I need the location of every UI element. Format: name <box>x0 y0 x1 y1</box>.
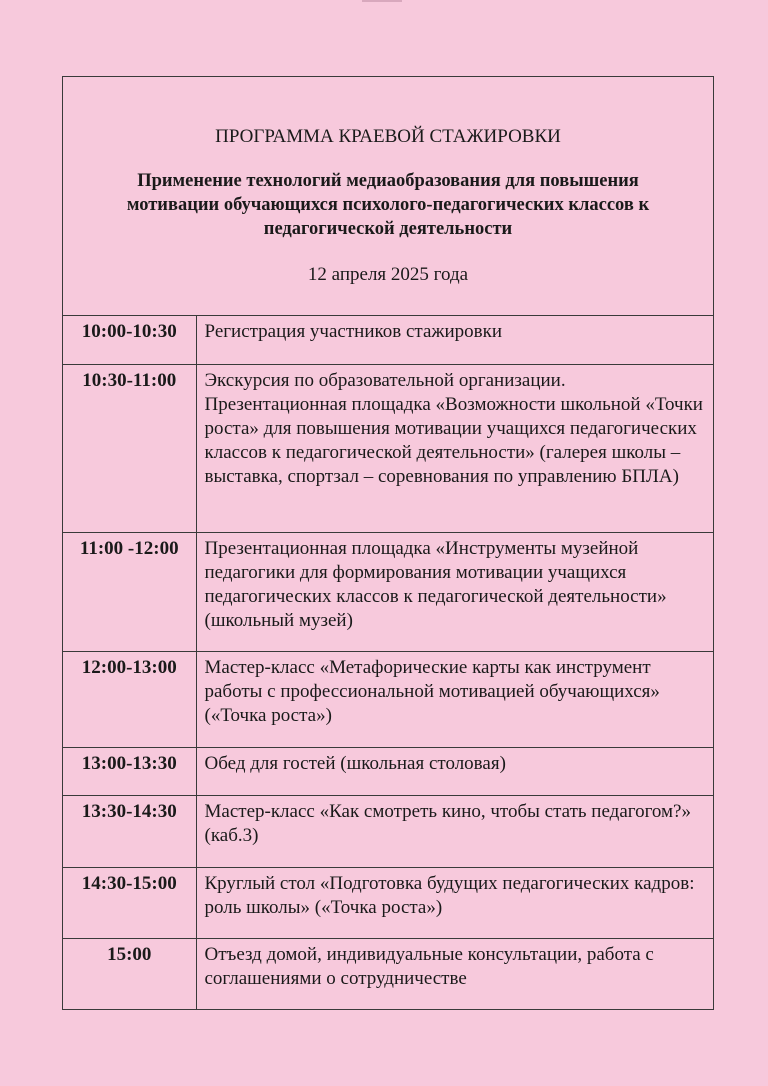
activity-cell: Презентационная площадка «Инструменты музейной педагогики для формирования мотивации учащихся педагогических классов к педагогической деятельности» (школьный музей) <box>196 532 713 651</box>
table-row <box>63 747 713 795</box>
table-row <box>63 532 713 651</box>
activity-cell: Регистрация участников стажировки <box>204 321 503 342</box>
program-document <box>62 76 714 1010</box>
time-cell: 13:30-14:30 <box>63 795 196 867</box>
table-row <box>63 364 713 532</box>
time-cell: 10:00-10:30 <box>63 316 196 364</box>
time-cell: 10:30-11:00 <box>63 364 196 532</box>
table-row <box>63 795 713 867</box>
schedule-table <box>63 316 713 1009</box>
activity-cell: Обед для гостей (школьная столовая) <box>196 747 713 795</box>
scan-mark <box>362 0 402 2</box>
program-date: 12 апреля 2025 года <box>307 264 469 285</box>
program-theme: Применение технологий медиаобразования для повышения мотивации обучающихся психолого-педагогических классов к педагогической деятельности <box>126 171 650 239</box>
activity-cell: Круглый стол «Подготовка будущих педагогических кадров: роль школы» («Точка роста») <box>196 867 713 938</box>
activity-cell: Мастер-класс «Как смотреть кино, чтобы стать педагогом?» (каб.3) <box>196 795 713 867</box>
document-header <box>63 77 713 316</box>
time-cell: 13:00-13:30 <box>63 747 196 795</box>
table-row <box>63 651 713 747</box>
table-row <box>63 938 713 1009</box>
activity-cell: Мастер-класс «Метафорические карты как инструмент работы с профессиональной мотивацией обучающихся» («Точка роста») <box>196 651 713 747</box>
table-row <box>63 316 713 364</box>
activity-cell: Отъезд домой, индивидуальные консультации, работа с соглашениями о сотрудничестве <box>196 938 713 1009</box>
activity-cell: Экскурсия по образовательной организации. Презентационная площадка «Возможности школьной «Точки роста» для повышения мотивации учащихся педагогических классов к педагогической деятельности» (галерея школы – выставка, спортзал – соревнования по управлению БПЛА) <box>196 364 713 532</box>
time-cell: 15:00 <box>63 938 196 1009</box>
table-row <box>63 867 713 938</box>
time-cell: 12:00-13:00 <box>63 651 196 747</box>
time-cell: 14:30-15:00 <box>63 867 196 938</box>
program-title: ПРОГРАММА КРАЕВОЙ СТАЖИРОВКИ <box>215 126 561 147</box>
time-cell: 11:00 -12:00 <box>63 532 196 651</box>
